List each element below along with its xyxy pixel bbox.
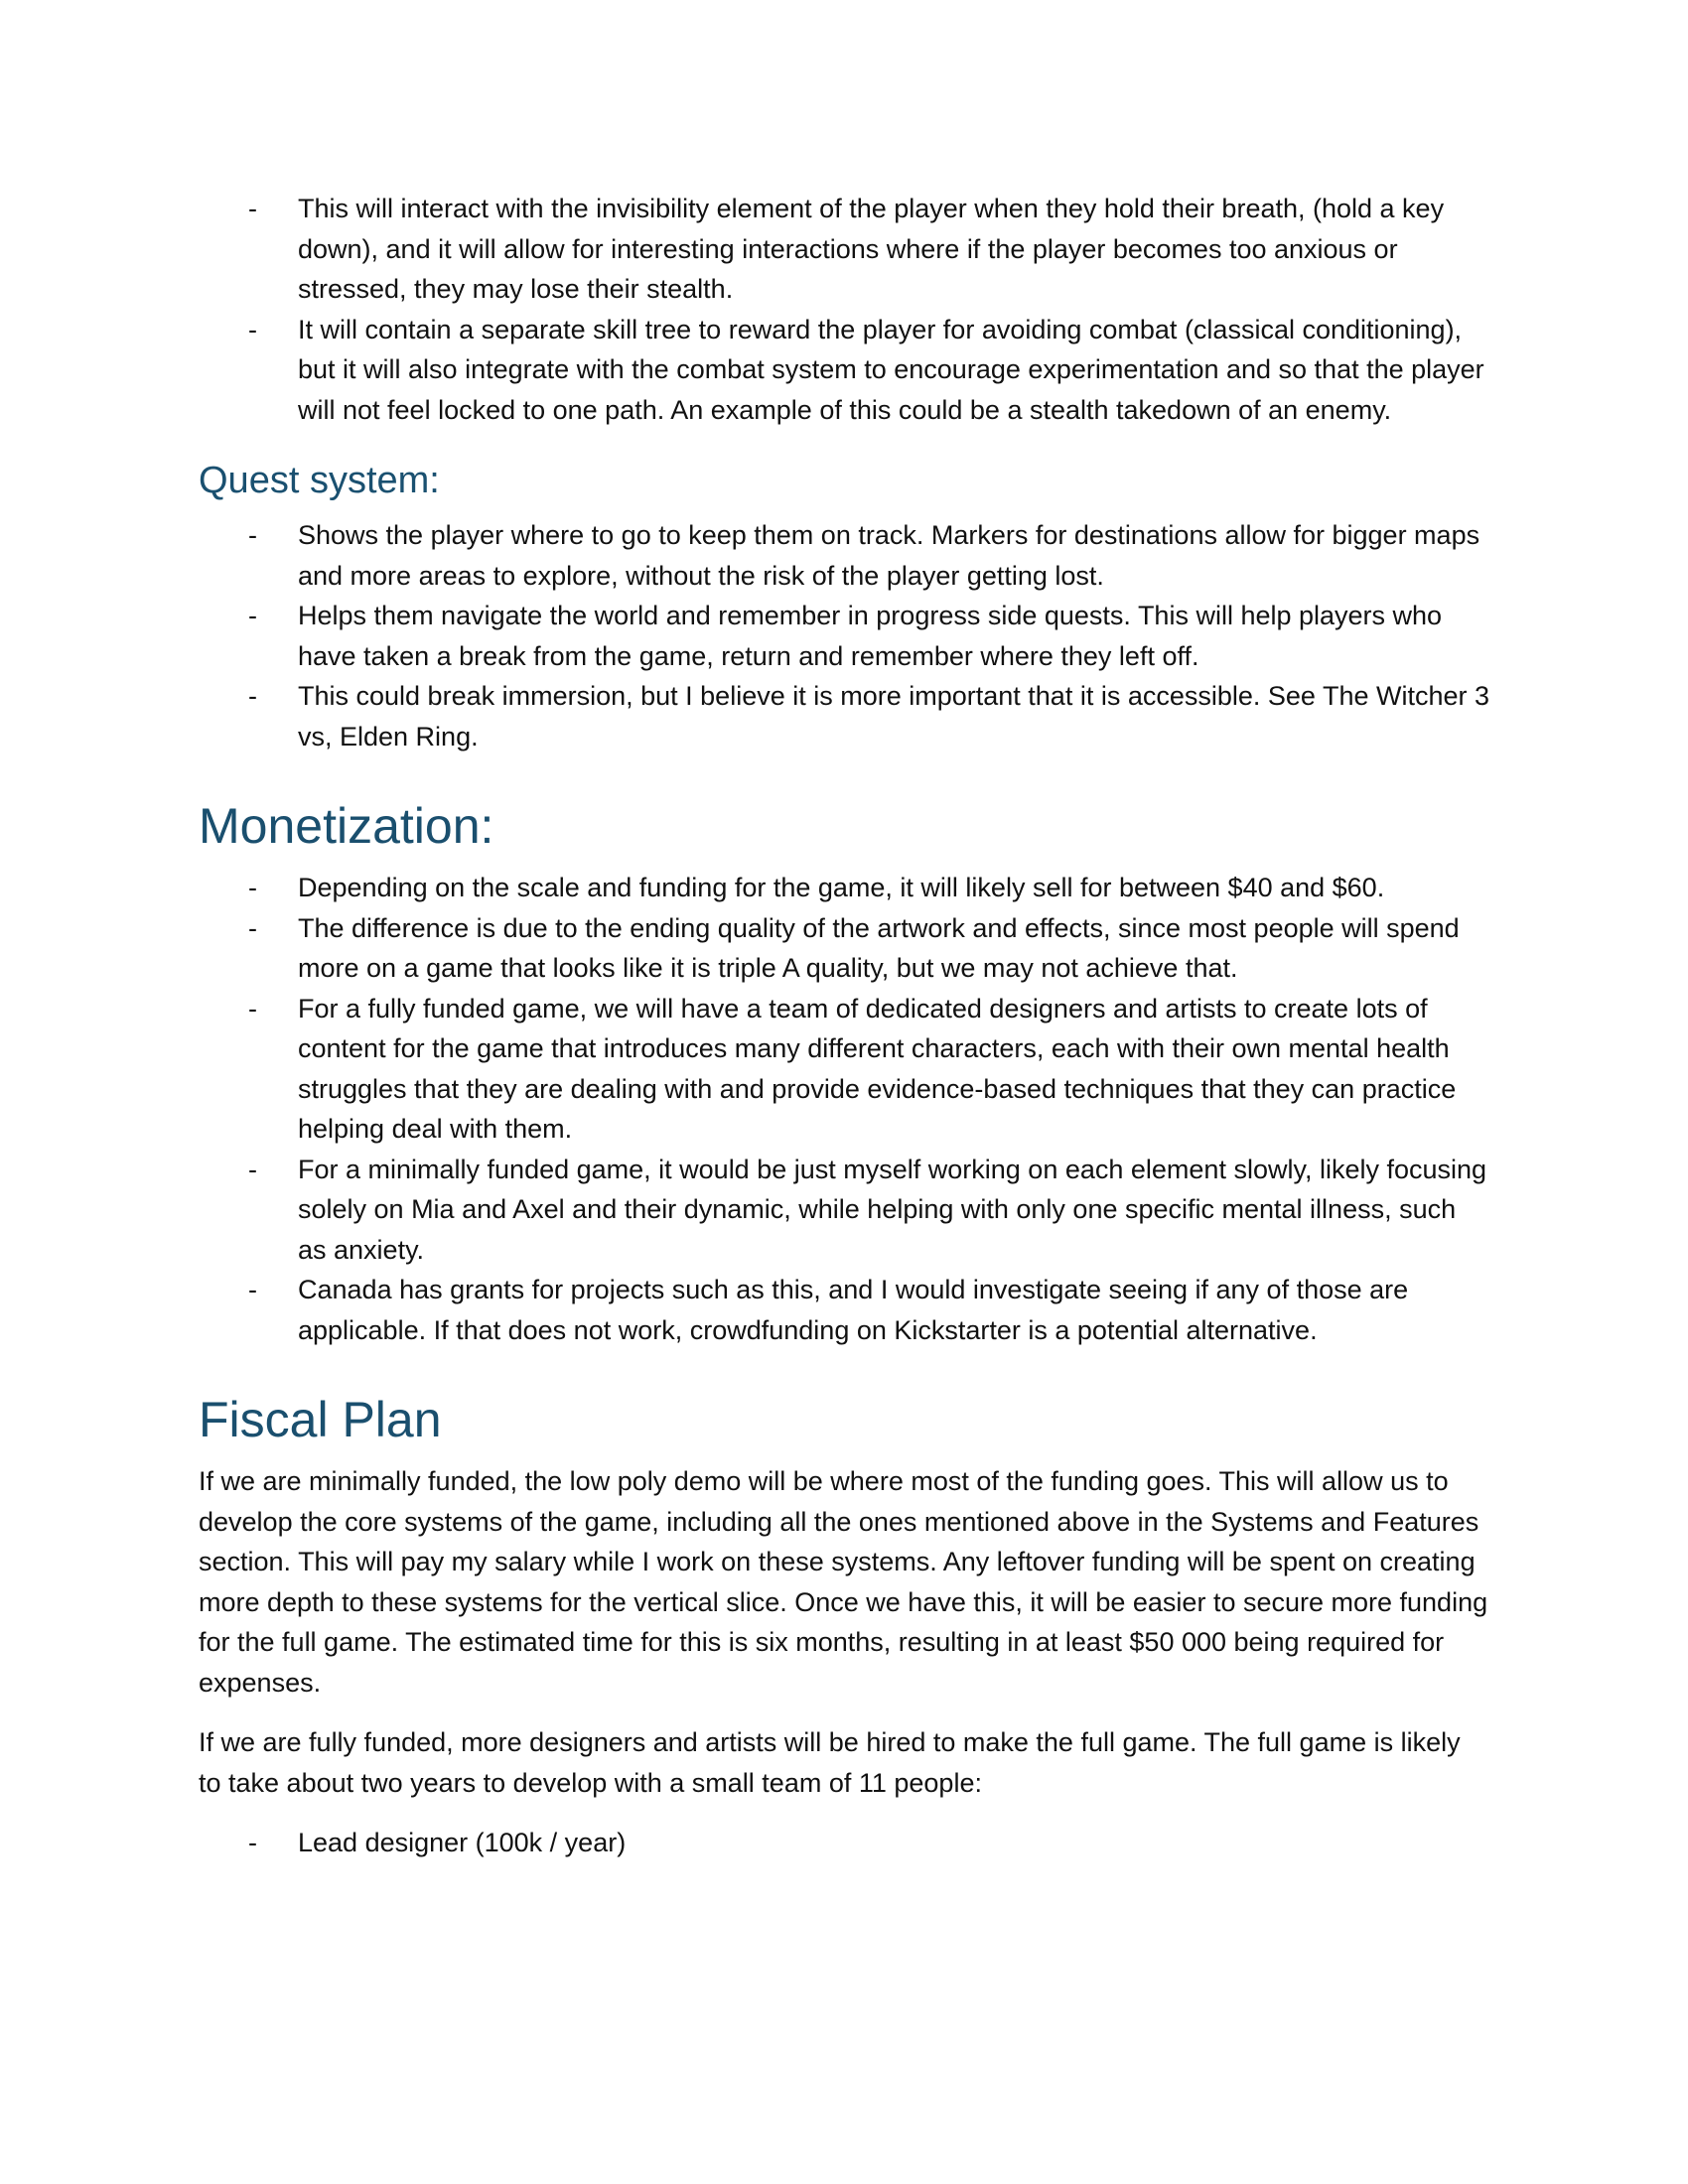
list-item xyxy=(199,189,1489,310)
bullet-dash: - xyxy=(248,314,257,344)
list-item-text: Helps them navigate the world and remember in progress side quests. This will help players who have taken a break from the game, return and remember where they left off. xyxy=(298,601,1443,671)
monetization-heading: Monetization: xyxy=(199,798,494,854)
bullet-dash: - xyxy=(248,681,257,711)
list-item-text: This could break immersion, but I believe it is more important that it is accessible. See The Witcher 3 vs, Elden Ring. xyxy=(298,681,1489,751)
list-item-text: It will contain a separate skill tree to reward the player for avoiding combat (classical conditioning), but it will also integrate with the combat system to encourage experimentation and so that the player will not feel locked to one path. An example of this could be a stealth takedown of an enemy. xyxy=(298,314,1484,425)
list-item-text: For a fully funded game, we will have a team of dedicated designers and artists to create lots of content for the game that introduces many different characters, each with their own mental health struggles that they are dealing with and provide evidence-based techniques that they can practice helping deal with them. xyxy=(298,993,1457,1144)
list-item xyxy=(199,676,1489,756)
bullet-dash: - xyxy=(248,993,257,1024)
list-item-text: Canada has grants for projects such as this, and I would investigate seeing if any of those are applicable. If that does not work, crowdfunding on Kickstarter is a potential alternative. xyxy=(298,1275,1409,1345)
list-item-text: Depending on the scale and funding for the game, it will likely sell for between $40 and $60. xyxy=(298,873,1385,902)
bullet-dash: - xyxy=(248,601,257,630)
fiscal-paragraph-full: If we are fully funded, more designers and artists will be hired to make the full game. The full game is likely to take about two years to develop with a small team of 11 people: xyxy=(199,1727,1461,1798)
list-item xyxy=(199,989,1489,1150)
fiscal-bullet-list xyxy=(199,1823,1489,1863)
bullet-dash: - xyxy=(248,520,257,550)
bullet-dash: - xyxy=(248,1154,257,1184)
list-item-text: The difference is due to the ending quality of the artwork and effects, since most people will spend more on a game that looks like it is triple A quality, but we may not achieve that. xyxy=(298,912,1460,983)
bullet-dash: - xyxy=(248,912,257,943)
list-item xyxy=(199,908,1489,989)
list-item-text: Lead designer (100k / year) xyxy=(298,1828,627,1857)
bullet-dash: - xyxy=(248,873,257,902)
fiscal-paragraph-minimal: If we are minimally funded, the low poly demo will be where most of the funding goes. This will allow us to develop the core systems of the game, including all the ones mentioned above in the Systems and Features section. This will pay my salary while I work on these systems. Any leftover funding will be spent on creating more depth to these systems for the vertical slice. Once we have this, it will be easier to secure more funding for the full game. The estimated time for this is six months, resulting in at least $50 000 being required for expenses. xyxy=(199,1466,1488,1698)
fiscal-plan-heading: Fiscal Plan xyxy=(199,1392,442,1447)
intro-bullet-list xyxy=(199,189,1489,430)
document-page xyxy=(199,189,1489,1863)
quest-bullet-list xyxy=(199,515,1489,756)
list-item xyxy=(199,1270,1489,1350)
bullet-dash: - xyxy=(248,194,257,223)
list-item xyxy=(199,868,1489,908)
list-item-text: This will interact with the invisibility element of the player when they hold their breath, (hold a key down), and it will allow for interesting interactions where if the player becomes too anxious or stressed, they may lose their stealth. xyxy=(298,194,1445,304)
list-item xyxy=(199,515,1489,596)
bullet-dash: - xyxy=(248,1275,257,1304)
list-item xyxy=(199,596,1489,676)
list-item xyxy=(199,1823,1489,1863)
list-item-text: For a minimally funded game, it would be just myself working on each element slowly, likely focusing solely on Mia and Axel and their dynamic, while helping with only one specific mental illness, such as anxiety. xyxy=(298,1154,1487,1265)
list-item xyxy=(199,310,1489,431)
list-item-text: Shows the player where to go to keep them on track. Markers for destinations allow for bigger maps and more areas to explore, without the risk of the player getting lost. xyxy=(298,520,1480,591)
list-item xyxy=(199,1150,1489,1271)
monetization-bullet-list xyxy=(199,868,1489,1350)
quest-system-heading: Quest system: xyxy=(199,460,440,501)
bullet-dash: - xyxy=(248,1828,257,1857)
